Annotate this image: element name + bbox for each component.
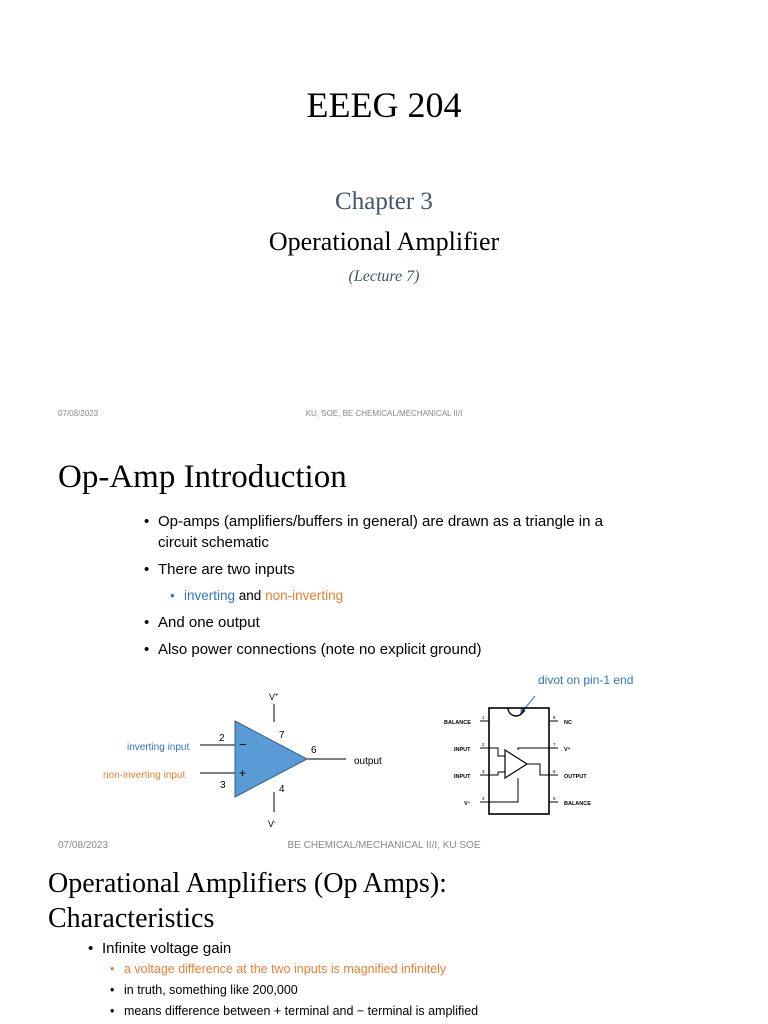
sub-bullet-item: • means difference between + terminal and − terminal is amplified [110, 1001, 708, 1022]
slide-title: Op-Amp Introduction [58, 459, 347, 495]
lecture-label: (Lecture 7) [348, 268, 420, 285]
chip-pin-label: V⁺ [564, 747, 571, 753]
slide-title [48, 866, 447, 936]
title-line-2: Characteristics [48, 903, 215, 934]
chip-pin-label: INPUT [454, 774, 471, 780]
bullet-item: • And one output [144, 612, 624, 633]
title-line-1: Operational Amplifiers (Op Amps): [48, 868, 447, 899]
chapter-label: Chapter 3 [335, 188, 433, 215]
chip-body [489, 708, 549, 814]
chip-pin-label: BALANCE [444, 720, 471, 726]
and-text: and [235, 588, 266, 603]
chip-pin-number: 3 [482, 769, 485, 774]
footer-date: 07/08/2023 [58, 409, 99, 418]
inverting-input-label: inverting input [127, 742, 190, 753]
sub-bullet-item [170, 586, 624, 606]
sub-bullet-item: • in truth, something like 200,000 [110, 980, 708, 1001]
divot-annotation: divot on pin-1 end [538, 673, 634, 687]
vminus-label: V- [268, 819, 277, 829]
plus-sign: + [239, 766, 247, 780]
bullet-item: • Op-amps (amplifiers/buffers in general) are drawn as a triangle in a circuit schematic [144, 511, 624, 553]
chip-pin-label: BALANCE [564, 801, 591, 807]
chip-pin-label: V⁻ [464, 801, 471, 807]
opamp-diagram [96, 686, 396, 834]
chip-pin-number: 4 [482, 796, 485, 801]
chip-pin-number: 1 [482, 715, 485, 720]
chip-pin-number: 2 [482, 742, 485, 747]
chip-pin-label: NC [564, 720, 572, 726]
slide-subtitle: Operational Amplifier [268, 227, 500, 256]
footer-course: BE CHEMICAL/MECHANICAL II/I, KU SOE [287, 840, 481, 851]
bullet-list [144, 511, 624, 666]
chip-pin-number: 8 [553, 715, 556, 720]
dip-chip-diagram [440, 690, 610, 820]
minus-sign: − [239, 737, 247, 752]
sub-bullet-item: • a voltage difference at the two inputs is magnified infinitely [110, 959, 708, 980]
noninverting-text: non-inverting [265, 588, 344, 603]
bullet-item: • Infinite voltage gain [88, 938, 708, 959]
chip-pin-number: 7 [553, 742, 556, 747]
pin-4-label: 4 [279, 784, 285, 795]
chip-pin-number: 6 [553, 769, 556, 774]
pin-3-label: 3 [220, 780, 226, 791]
pin-6-label: 6 [311, 745, 317, 756]
inverting-text: inverting [184, 588, 236, 603]
noninverting-input-label: non-inverting input [103, 770, 186, 781]
footer-course: KU, SOE, BE CHEMICAL/MECHANICAL II/I [305, 409, 463, 418]
slide-title: EEEG 204 [306, 85, 462, 125]
vplus-label: V+ [269, 692, 279, 702]
pin-7-label: 7 [279, 730, 285, 741]
output-label: output [354, 756, 382, 767]
pin-2-label: 2 [219, 733, 225, 744]
chip-pin-label: INPUT [454, 747, 471, 753]
bullet-list [88, 938, 708, 1022]
chip-pin-number: 5 [553, 796, 556, 801]
chip-pin-label: OUTPUT [564, 774, 587, 780]
bullet-item: • Also power connections (note no explicit ground) [144, 639, 624, 660]
bullet-item: • There are two inputs [144, 559, 624, 580]
opamp-triangle [235, 721, 307, 797]
footer-date: 07/08/2023 [58, 840, 109, 851]
